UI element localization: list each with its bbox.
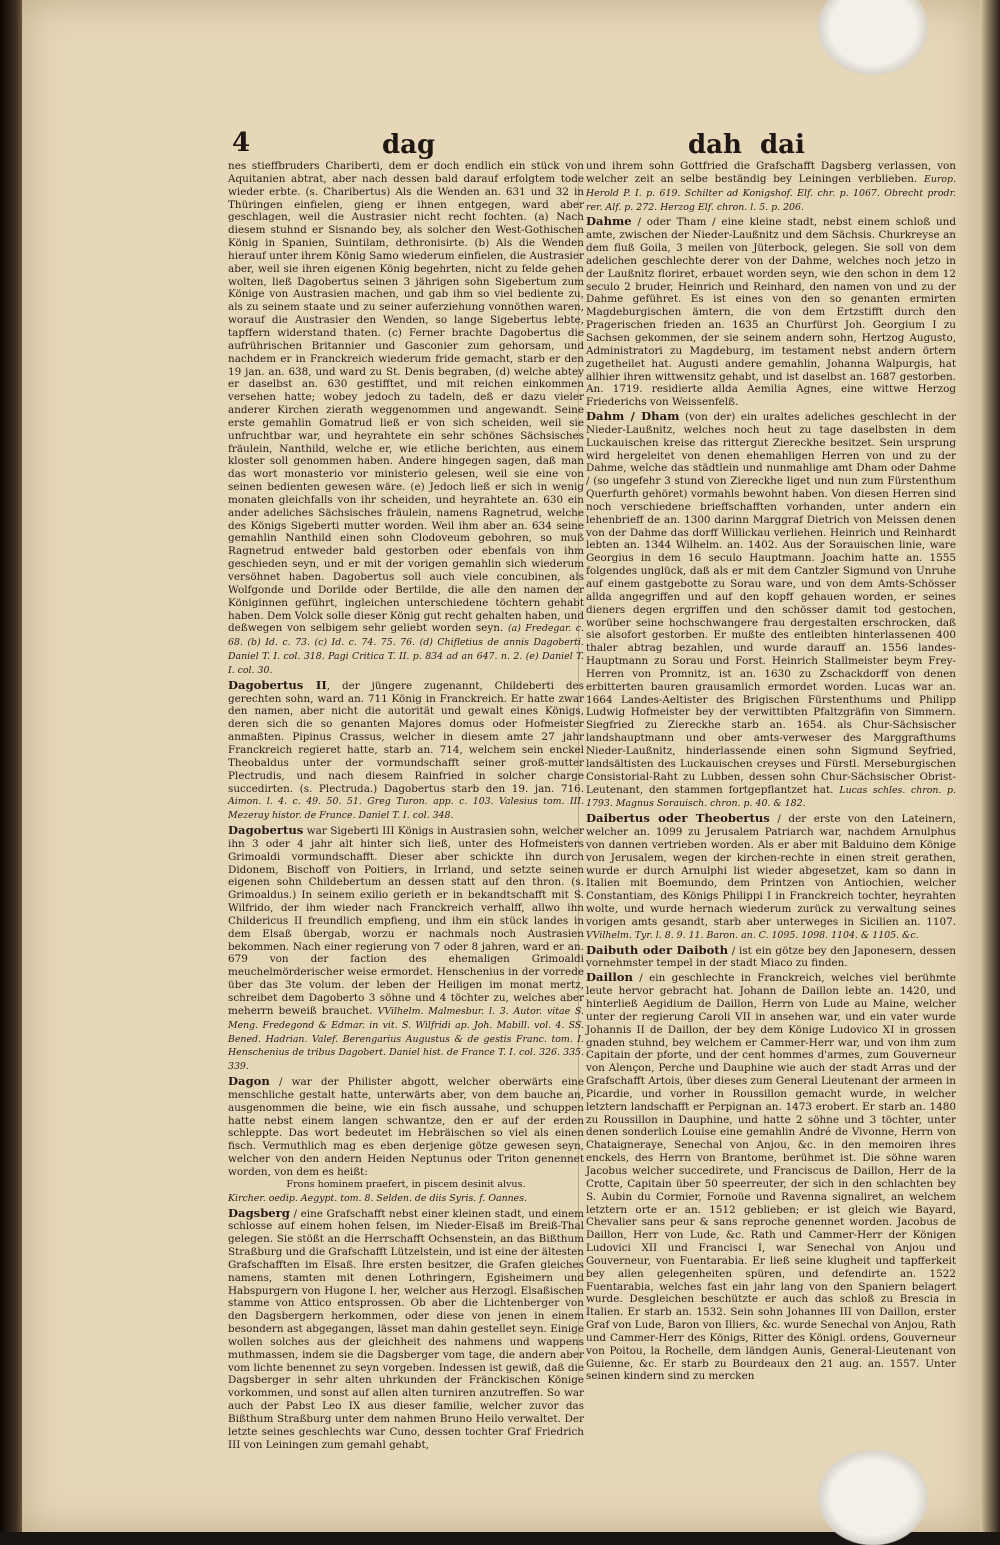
entry: Dahm / Dham (von der) ein uraltes adeliches geschlecht in der Nieder-Laußnitz, welches noch heut zu tage daselbsten in dem Luckauischen kreise das rittergut Ziereckhe besitzet. Sein ursprung wird hergeleitet von denen ehemahligen Herren von und zu der Dahme, welche das städtlein und nunmahlige amt Dham oder Dahme / (so ungefehr 3 stund von Ziereckhe liget und nun zum Fürstenthum Querfurth gehöret) vormahls bewohnt haben. Von diesen Herren sind noch verschiedene brieffschafften vorhanden, unter andern ein lehenbrieff de an. 1300 darinn Marggraf Dietrich von Meissen denen von der Dahme das dorff Willickau verliehen. Heinrich und Reinhardt lebten an. 1344 Wilhelm. an. 1402. Aus der Sorauischen linie, ware Georgius in dem 16 seculo Hauptmann. Joachim hatte an. 1555 folgendes unglück, daß als er mit dem Cantzler Sigmund von Unruhe auf einem gastgebotte zu Sorau ware, und von dem Amts-Schösser allda angegriffen und auf den kopff gehauen worden, er seines dieners degen ergriffen und den schösser damit tod gestochen, worüber seine hochschwangere frau dergestalten erschrocken, daß sie alsofort gestorben. Er mußte des entleibten hinterlassenen 400 thaler abtrag bezahlen, und wurde darauff an. 1556 landes-Hauptmann zu Sorau und Forst. Heinrich Stallmeister beym Frey-Herren von Promnitz, ist an. 1630 zu Zschackdorff von denen erbitterten bauren grausamlich ermordet worden. Lucas war an. 1664 Landes-Aeltister des Brigischen Fürstenthums und Philipp Ludwig Hofmeister bey der verwittibten Pfaltzgräfin von Simmern. Siegfried zu Ziereckhe starb an. 1654. als Chur-Sächsischer landshauptmann und ober amts-verweser des Marggrafthums Nieder-Laußnitz, hinderlassende einen sohn Sigmund Seyfried, landsältisten des Luckauischen creyses und Fürstl. Merseburgischen Consistorial-Raht zu Lubben, dessen sohn Chur-Sächsischer Obrist-Leutenant, den stammen fortgepflantzet hat. Lucas schles. chron. p. 1793. Magnus Sorauisch. chron. p. 40. & 182. [586,409,956,810]
right-catchword-1: dah [688,130,742,160]
book-binding [0,0,22,1532]
page-number: 4 [232,128,251,158]
entry: Dagon / war der Philister abgott, welcher oberwärts eine menschliche gestalt hatte, unterwärts aber, von dem bauche an, ausgenommen die beine, wie ein fisch aussahe, und schuppen hatte nebst einem langen schwantze, den er auf der erden schleppte. Das wort bedeutet im Hebräischen so viel als einen fisch. Vermuthlich mag es eben derjenige götze gewesen seyn, welcher von den andern Heiden Neptunus oder Triton genennet worden, von dem es heißt: Frons hominem praefert, in piscem desinit alvus. Kircher. oedip. Aegypt. tom. 8. Selden. de diis Syris. f. Oannes. [228,1074,584,1204]
entry: Dagobertus war Sigeberti III Königs in Austrasien sohn, welcher ihn 3 oder 4 jahr alt hinter sich ließ, unter des Hofmeisters Grimoaldi vormundschafft. Dieser aber schickte ihn durch Didonem, Bischoff von Poitiers, in Irrland, und setzte seinen eigenen sohn Childebertum an dessen statt auf den thron. (s. Grimoaldus.) In seinem exilio gerieth er in bekandtschafft mit S. Wilfrido, der ihm wieder nach Franckreich verhalff, allwo ihn Childericus II freundlich empfieng, und ihm ein stück landes in dem Elsaß übergab, worzu er nachmals noch Austrasien bekommen. Nach einer regierung von 7 oder 8 jahren, ward er an. 679 von der faction des ehemaligen Grimoaldi meuchelmörderischer weise ermordet. Henschenius in der vorrede über das 3te volum. der leben der Heiligen im monat mertz, schreibet dem Dagoberto 3 söhne und 4 töchter zu, welches aber meherrn beweiß brauchet. VVilhelm. Malmesbur. l. 3. Autor. vitae S. Meng. Fredegond & Edmar. in vit. S. Wilfridi ap. Joh. Mabill. vol. 4. SS. Bened. Hadrian. Valef. Berengarius Augustus & de gestis Franc. tom. I. Henschenius de tribus Dagobert. Daniel hist. de France T. I. col. 326. 335. 339. [228,823,585,1073]
entry: Daillon / ein geschlechte in Franckreich, welches viel berühmte leute hervor gebracht hat. Johann de Daillon lebte an. 1420, und hinterließ Aegidium de Daillon, Herrn von Lude au Maine, welcher unter der regierung Caroli VII in ansehen war, und ein vater wurde Johannis II de Daillon, der bey dem Könige Ludovico XI in grossen gnaden stuhnd, bey welchem er Cammer-Herr war, und von ihm zum Capitain der pforte, und der cent hommes d'armes, zum Gouverneur von Alençon, Perche und Dauphine wie auch der stadt Arras und der Grafschafft Artois, über dieses zum General Lieutenant der armeen in Picardie, und vorher in Roussillon gemacht wurde, in welcher letztern landschafft er Perpignan an. 1473 erobert. Er starb an. 1480 zu Roussillon in Dauphine, und hatte 2 söhne und 3 töchter, unter denen sonderlich Louise eine gemahlin André de Vivonne, Herrn von Chataigneraye, Senechal von Anjou, &c. in den memoiren ihres enckels, des Herrn von Brantome, berühmet ist. Die söhne waren Jacobus welcher succedirete, und Franciscus de Daillon, Herr de la Crotte, Capitain über 50 speerreuter, der sich in den schlachten bey S. Aubin du Cormier, Fornoüe und Ravenna signaliret, an welchem letztern orte er an. 1512 geblieben; er ist gleich wie Bayard, Chevalier sans peur & sans reproche genennet worden. Jacobus de Daillon, Herr von Lude, &c. Rath und Cammer-Herr der Königen Ludovici XII und Francisci I, war Senechal von Anjou und Gouverneur, von Fuentarabia. Er ließ seine klugheit und tapfferkeit bey allen gelegenheiten spüren, und defendirte an. 1522 Fuentarabia, welches fast ein jahr lang von den Spaniern belagert wurde. Desgleichen beschützte er auch das schloß zu Brescia in Italien. Er starb an. 1532. Sein sohn Johannes III von Daillon, erster Graf von Lude, Baron von Illiers, &c. wurde Senechal von Anjou, Rath und Cammer-Herr des Königs, Ritter des Königl. ordens, Gouverneur von Poitou, la Rochelle, dem ländgen Aunis, General-Lieutenant von Guienne, &c. Er starb zu Bourdeaux den 21 aug. an. 1557. Unter seinen kindern sind zu mercken [586,970,957,1383]
entry: und ihrem sohn Gottfried die Grafschafft Dagsberg verlassen, von welcher zeit an selbe beständig bey Leiningen verblieben. Europ. Herold P. I. p. 619. Schilter ad Konigshof. Elf. chr. p. 1067. Obrecht prodr. rer. Alf. p. 272. Herzog Elf. chron. l. 5. p. 206. [586,160,956,213]
left-column [228,160,584,1453]
paper-clip-bottom [818,1450,928,1545]
entry: Daibertus oder Theobertus / der erste von den Lateinern, welcher an. 1099 zu Jerusalem Patriarch war, nachdem Arnulphus von dannen vertrieben worden. Als er aber mit Balduino dem Könige von Jerusalem, wegen der kirchen-rechte in einen streit gerathen, wurde er durch Arnulphi list wieder abgesetzet, kam so dann in Italien mit Boemundo, dem Printzen von Antiochien, welcher Constantiam, des Königs Philippi I in Franckreich tochter, heyrahten wolte, und wurde hernach wiederum zurück zu verwaltung seines vorigen amts gesandt, starb aber unterweges in Sicilien an. 1107. VVilhelm. Tyr. l. 8. 9. 11. Baron. an. C. 1095. 1098. 1104. & 1105. &c. [586,811,956,941]
left-catchword: dag [382,130,436,160]
entry: nes stieffbruders Chariberti, dem er doch endlich ein stück von Aquitanien abtrat, aber nach dessen bald darauf erfolgtem tode wieder erbte. (s. Charibertus) Als die Wenden an. 631 und 32 in Thüringen einfielen, gieng er ihnen entgegen, ward aber geschlagen, weil die Austrasier nicht recht fochten. (a) Nach diesem stuhnd er Sisnando bey, als solcher den West-Gothischen König in Spanien, Suintilam, dethronisirte. (b) Als die Wenden hierauf unter ihrem König Samo wiederum einfielen, die Austrasier aber, weil sie ihren eigenen König begehrten, nicht zu felde gehen wolten, ließ Dagobertus seinen 3 jährigen sohn Sigebertum zum Könige von Austrasien machen, und gab ihm so viel bediente zu, als zu seinem staate und zu seiner auferziehung vonnöthen waren, worauf die Austrasier den Wenden, so lange Sigebertus lebte, tapffern widerstand thaten. (c) Ferner brachte Dagobertus die aufrührischen Britannier und Gasconier zum gehorsam, und nachdem er in Franckreich wiederum fride gemacht, starb er den 19 jan. an. 638, und ward zu St. Denis begraben, (d) welche abtey er daselbst an. 630 gestifftet, und mit reichen einkommen versehen hatte; wobey jedoch zu tadeln, deß er dazu vieler anderer Kirchen zierath weggenommen und angewandt. Seine erste gemahlin Gomatrud ließ er von sich scheiden, weil sie unfruchtbar war, und heyrahtete ein sehr schönes Sächsisches fräulein, Nanthild, welche er, wie etliche berichten, aus einem kloster soll genommen haben. Andere hingegen sagen, daß man das wort monasterio vor ministerio gelesen, weil sie eine von seinen bedienten gewesen wäre. (e) Jedoch ließ er sich in wenig monaten gleichfalls von ihr scheiden, und heyrahtete an. 630 ein ander adeliches Sächsisches fräulein, namens Ragnetrud, welche des Königs Sigeberti mutter worden. Weil ihm aber an. 634 seine gemahlin Nanthild einen sohn Clodoveum gebohren, so muß Ragnetrud entweder bald gestorben oder ebenfals von ihm geschieden seyn, und er mit der vorigen gemahlin sich wiederum versöhnet haben. Dagobertus soll auch viele concubinen, als Wolfgonde und Dorilde oder Bertilde, die alle den namen der Königinnen geführt, ingleichen unterschiedene töchtern gehabt haben. Dem Volck solle dieser König gut recht gehalten haben, und deßwegen von selbigem sehr geliebt worden seyn. (a) Fredegar. c. 68. (b) Id. c. 73. (c) Id. c. 74. 75. 76. (d) Chifletius de annis Dagoberti. Daniel T. I. col. 318. Pagi Critica T. II. p. 834 ad an 647. n. 2. (e) Daniel T. I. col. 30. [228,160,585,676]
right-catchword-2: dai [760,130,805,160]
entry: Dahme / oder Tham / eine kleine stadt, nebst einem schloß und amte, zwischen der Nieder-Laußnitz und dem Sächsis. Churkreyse an dem fluß Goila, 3 meilen von Jüterbock, gelegen. Sie soll von dem adelichen geschlechte derer von der Dahme, welches noch jetzo in der Laußnitz floriret, erbauet worden seyn, wie den schon in dem 12 seculo 2 bruder, Heinrich und Reinhard, den namen von und zu der Dahme geführet. Es ist eines von den so genanten ermirten Magdeburgischen ämtern, die von dem Ertzstifft durch den Pragerischen frieden an. 1635 an Churfürst Joh. Georgium I zu Sachsen gekommen, der sie seinem andern sohn, Hertzog Augusto, Administratori zu Magdeburg, im testament nebst andern örtern zugetheilet hat. Augusti andere gemahlin, Johanna Walpurgis, hat allhier ihren wittwensitz gehabt, und ist daselbst an. 1687 gestorben. An. 1719. residierte allda Aemilia Agnes, eine wittwe Herzog Friederichs von Weissenfelß. [586,214,956,409]
entry: Dagsberg / eine Grafschafft nebst einer kleinen stadt, und einem schlosse auf einem hohen felsen, im Nieder-Elsaß im Breiß-Thal gelegen. Sie stößt an die Herrschafft Ochsenstein, an das Bißthum Straßburg und die Grafschafft Lützelstein, und ist eine der ältesten Grafschafften im Elsaß. Ihre ersten besitzer, die Grafen gleiches namens, stamten mit denen Lothringern, Egisheimern und Habspurgern von Hugone I. her, welcher aus Herzogl. Elsaßischen stamme von Attico entsprossen. Ob aber die Lichtenberger von den Dagsbergern herkommen, oder diese von jenen in einem besondern ast abgegangen, lässet man dahin gestellet seyn. Einige wollen solches aus der gleichheit des nahmens und wappens muthmassen, indem sie die Dagsberger vom tage, die andern aber vom lichte benennet zu seyn vorgeben. Indessen ist gewiß, daß die Dagsberger in sehr alten uhrkunden der Fränckischen Könige vorkommen, und sonst auf allen alten turniren anzutreffen. So war auch der Pabst Leo IX aus dieser familie, welcher zuvor das Bißthum Straßburg unter dem nahmen Bruno Heilo verwaltet. Der letzte seines geschlechts war Cuno, dessen tochter Graf Friedrich III von Leiningen zum gemahl gehabt, [228,1205,584,1451]
page-edge [980,0,1000,1532]
right-column [586,160,956,1384]
paper-clip-top [818,0,928,75]
entry: Dagobertus II, der jüngere zugenannt, Childeberti des gerechten sohn, ward an. 711 König in Franckreich. Er hatte zwar den namen, aber nicht die autorität und gewalt eines Königs, deren sich die so genanten Majores domus oder Hofmeister anmaßten. Pipinus Crassus, welcher in diesem amte 27 jahr Franckreich regieret hatte, starb an. 714, welchem sein enckel Theobaldus unter der vormundschafft seiner groß-mutter Plectrudis, und nach diesem Rainfried in solcher charge succedirten. (s. Plectruda.) Dagobertus starb den 19. jan. 716. Aimon. l. 4. c. 49. 50. 51. Greg Turon. app. c. 103. Valesius tom. III. Mezeray histor. de France. Daniel T. I. col. 348. [228,677,584,822]
entry: Daibuth oder Daiboth / ist ein götze bey den Japonesern, dessen vornehmster tempel in der stadt Miaco zu finden. [586,942,956,970]
